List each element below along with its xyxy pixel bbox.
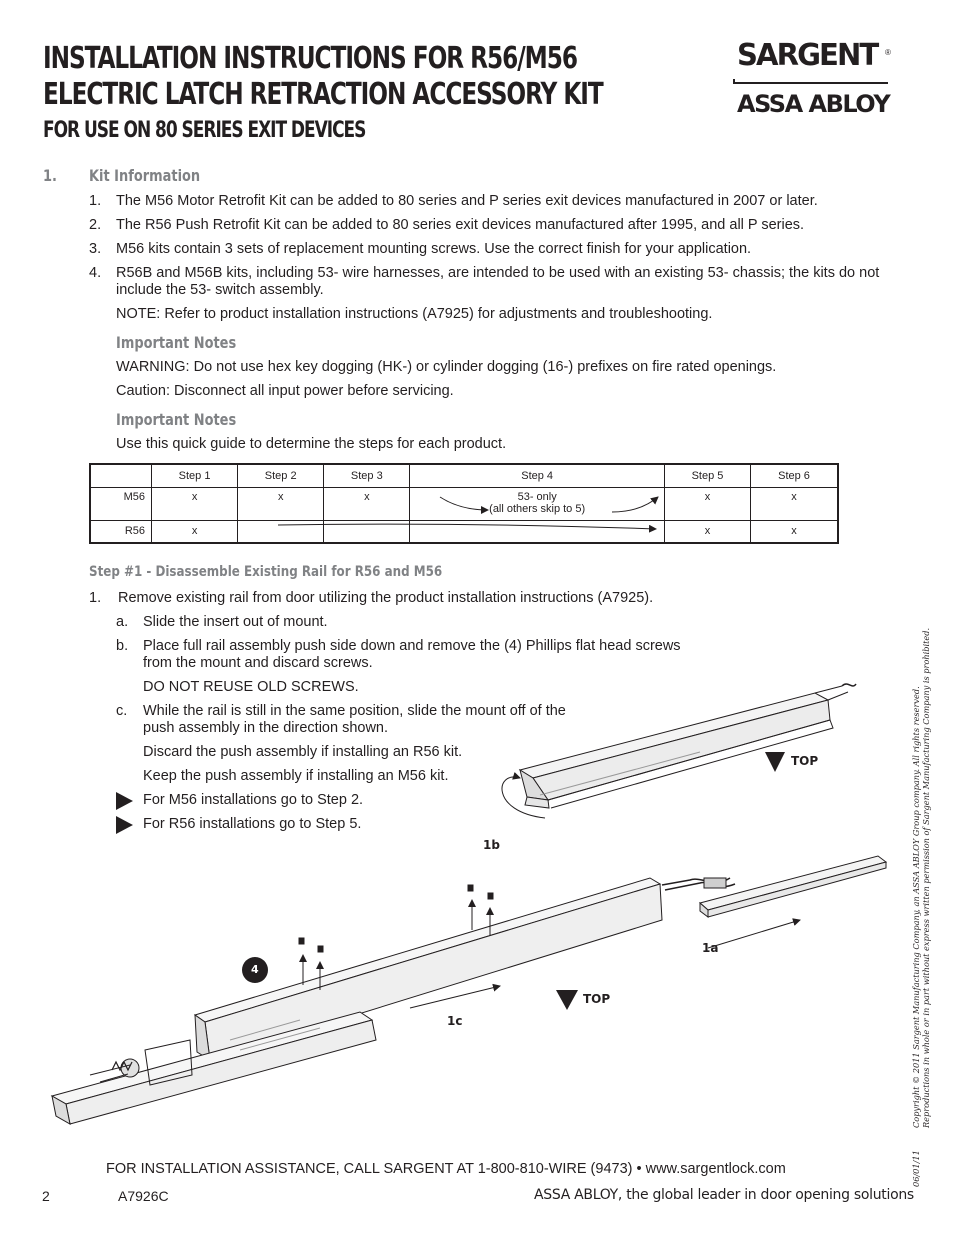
doc-date: 06/01/11	[911, 1150, 921, 1187]
table-cell: x	[324, 488, 410, 521]
step1-heading: Step #1 - Disassemble Existing Rail for R56 and M56	[89, 564, 443, 580]
copyright-line-2: Reproductions in whole or in part without express written permission of Sargent Manufacturing Company is prohibited.	[921, 627, 931, 1128]
table-cell: x	[238, 488, 324, 521]
doc-number: A7926C	[118, 1188, 169, 1204]
sargent-logo: SARGENT	[737, 38, 878, 73]
step4-value: 53- only	[517, 491, 557, 503]
push-assembly-drawing	[520, 684, 856, 808]
step1-item-text: Remove existing rail from door utilizing the product installation instructions (A7925).	[118, 590, 654, 606]
sub-text: While the rail is still in the same position, slide the mount off of the push assembly in the direction shown.	[143, 703, 566, 736]
item-text: R56B and M56B kits, including 53- wire harnesses, are intended to be used with an existing 53- chassis; the kits do not include the 53- switch assembly.	[116, 265, 880, 298]
caution-text: Caution: Disconnect all input power before servicing.	[116, 383, 454, 399]
r56-go-text: For R56 installations go to Step 5.	[143, 816, 362, 832]
title-line-1: INSTALLATION INSTRUCTIONS FOR R56/M56	[43, 41, 577, 76]
label-1a: 1a	[702, 941, 719, 955]
table-cell: x	[664, 488, 750, 521]
sub-letter: a.	[116, 614, 129, 630]
important-notes-heading: Important Notes	[116, 333, 237, 352]
keep-text: Keep the push assembly if installing an M56 kit.	[143, 768, 449, 784]
page-number: 2	[42, 1188, 50, 1204]
insert-arrow	[708, 920, 800, 948]
table-cell: x	[664, 521, 750, 543]
item-number: 2.	[89, 217, 102, 233]
sub-text: Slide the insert out of mount.	[143, 614, 328, 630]
item-number: 1.	[89, 193, 102, 209]
assistance-line: FOR INSTALLATION ASSISTANCE, CALL SARGENT AT 1-800-810-WIRE (9473) • www.sargentlock.com	[106, 1161, 786, 1177]
callout-number: 4	[251, 963, 259, 976]
main-rail-drawing	[52, 878, 735, 1124]
table-cell: x	[152, 488, 238, 521]
item-text: The R56 Push Retrofit Kit can be added to 80 series exit devices manufactured after 1995, and all P series.	[116, 217, 805, 233]
item-number: 1.	[89, 590, 102, 606]
subtitle: FOR USE ON 80 SERIES EXIT DEVICES	[43, 118, 366, 143]
assa-abloy-logo: ASSA ABLOY	[737, 90, 890, 118]
row-label: M56	[90, 488, 152, 521]
important-notes-heading: Important Notes	[116, 410, 237, 429]
table-header-cell: Step 4	[410, 464, 665, 488]
top-label: TOP	[583, 992, 611, 1006]
table-header-cell: Step 1	[152, 464, 238, 488]
m56-go-text: For M56 installations go to Step 2.	[143, 792, 364, 808]
registered-mark: ®	[885, 48, 891, 57]
sub-text: Place full rail assembly push side down and remove the (4) Phillips flat head screws from the mount and discard screws.	[143, 638, 681, 671]
section-number: 1.	[43, 166, 57, 185]
top-label: TOP	[791, 754, 819, 768]
discard-text: Discard the push assembly if installing an R56 kit.	[143, 744, 463, 760]
top-marker-icon	[556, 990, 578, 1010]
copyright-line-1: Copyright © 2011 Sargent Manufacturing Company, an ASSA ABLOY Group company. All rights reserved.	[911, 686, 921, 1128]
table-header-cell: Step 5	[664, 464, 750, 488]
row-label: R56	[90, 521, 152, 543]
item-number: 4.	[89, 265, 102, 281]
table-cell: x	[751, 488, 838, 521]
note-text: NOTE: Refer to product installation instructions (A7925) for adjustments and troubleshooting.	[116, 306, 713, 322]
table-header-cell: Step 6	[751, 464, 838, 488]
sub-letter: b.	[116, 638, 129, 654]
sub-letter: c.	[116, 703, 128, 719]
label-1c: 1c	[447, 1014, 463, 1028]
item-text: The M56 Motor Retrofit Kit can be added to 80 series and P series exit devices manufactured in 2007 or later.	[116, 193, 818, 209]
table-header-cell: Step 3	[324, 464, 410, 488]
warning-text: WARNING: Do not use hex key dogging (HK-) or cylinder dogging (16-) prefixes on fire rated openings.	[116, 359, 777, 375]
table-header-cell: Step 2	[238, 464, 324, 488]
item-number: 3.	[89, 241, 102, 257]
title-line-2: ELECTRIC LATCH RETRACTION ACCESSORY KIT	[43, 77, 603, 112]
item-text: M56 kits contain 3 sets of replacement mounting screws. Use the correct finish for your application.	[116, 241, 752, 257]
label-1b: 1b	[483, 838, 500, 852]
guide-text: Use this quick guide to determine the steps for each product.	[116, 436, 507, 452]
top-marker-icon	[765, 752, 785, 772]
tagline: ASSA ABLOY, the global leader in door opening solutions	[534, 1187, 914, 1203]
table-cell: x	[751, 521, 838, 543]
step4-subnote: (all others skip to 5)	[489, 503, 586, 515]
table-cell: x	[152, 521, 238, 543]
no-reuse-text: DO NOT REUSE OLD SCREWS.	[143, 679, 359, 695]
section-heading: Kit Information	[89, 166, 201, 185]
